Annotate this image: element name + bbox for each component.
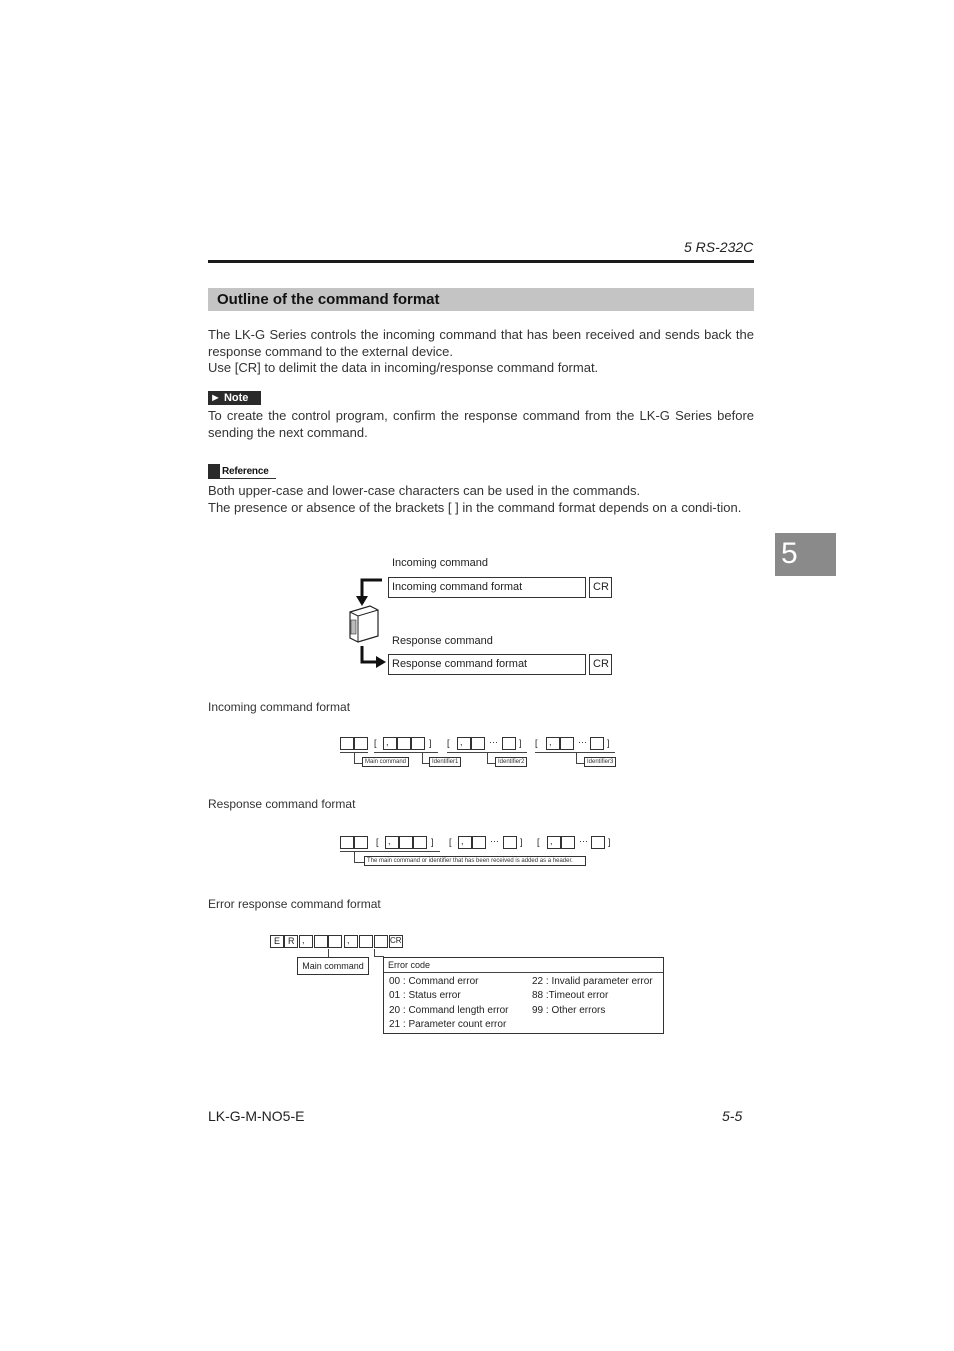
main-command-label: Main command: [297, 957, 369, 975]
error-code-char-box: [374, 935, 388, 948]
incoming-arrow-line: [362, 580, 382, 598]
error-code-99: 99 : Other errors: [532, 1005, 606, 1016]
main-command-char-box: [314, 935, 328, 948]
separator-box: ,: [457, 737, 471, 750]
separator-box: ,: [299, 935, 313, 948]
bracket-close: ]: [607, 738, 610, 748]
note-tag: [208, 391, 261, 405]
label-identifier2: Identifier2: [495, 757, 527, 767]
section-header: [208, 288, 754, 311]
chapter-number: 5: [781, 537, 798, 570]
bracket-open: [: [535, 738, 538, 748]
separator-box: ,: [385, 836, 399, 849]
bracket-close: ]: [520, 837, 523, 847]
separator-box: ,: [458, 836, 472, 849]
intro-line-1: The LK-G Series controls the incoming command that has been received and sends back the response command to the external device.: [208, 327, 754, 359]
response-arrowhead-icon: [376, 656, 386, 668]
triangle-right-icon: ►: [210, 392, 221, 404]
error-cr-box: CR: [389, 935, 403, 948]
identifier-char-box: [590, 737, 604, 750]
intro-line-2: Use [CR] to delimit the data in incoming/response command format.: [208, 360, 599, 375]
leader-line: [354, 763, 362, 764]
flow-arrows-and-controller: [340, 574, 390, 674]
footer-doc-id: LK-G-M-NO5-E: [208, 1108, 305, 1124]
error-format-heading: Error response command format: [208, 897, 381, 911]
response-command-title: Response command: [392, 635, 493, 647]
incoming-cr-box: CR: [589, 577, 612, 598]
leader-line: [576, 763, 584, 764]
response-cr-box: CR: [589, 654, 612, 675]
identifier-char-box: [397, 737, 411, 750]
reference-text: [208, 483, 754, 516]
command-char-box: [340, 737, 354, 750]
error-code-88: 88 :Timeout error: [532, 990, 609, 1001]
incoming-format-box: Incoming command format: [388, 577, 586, 598]
header-rule: [208, 260, 754, 263]
bracket-close: ]: [608, 837, 611, 847]
reference-tag: [208, 464, 276, 479]
table-divider: [384, 972, 663, 973]
bracket-open: [: [447, 738, 450, 748]
reference-underline: [220, 478, 276, 479]
main-command-char-box: [328, 935, 342, 948]
identifier-char-box: [591, 836, 605, 849]
response-format-diagram: [340, 836, 630, 870]
section-title: Outline of the command format: [217, 291, 440, 308]
incoming-command-title: Incoming command: [392, 557, 488, 569]
bracket-close: ]: [431, 837, 434, 847]
bracket-open: [: [449, 837, 452, 847]
command-char-box: [340, 836, 354, 849]
bracket-open: [: [537, 837, 540, 847]
error-code-22: 22 : Invalid parameter error: [532, 976, 653, 987]
identifier-char-box: [472, 836, 486, 849]
intro-paragraph: [208, 327, 754, 377]
footer-page-number: 5-5: [722, 1108, 743, 1124]
underline: [535, 752, 615, 753]
bracket-open: [: [374, 738, 377, 748]
leader-line: [422, 763, 429, 764]
bracket-close: ]: [519, 738, 522, 748]
leader-line: [487, 763, 495, 764]
error-code-00: 00 : Command error: [389, 976, 479, 987]
reference-line-1: Both upper-case and lower-case characters can be used in the commands.: [208, 483, 641, 498]
ellipsis: ···: [489, 737, 498, 747]
incoming-format-heading: Incoming command format: [208, 700, 351, 714]
bracket-close: ]: [429, 738, 432, 748]
ellipsis: ···: [579, 836, 588, 846]
identifier-char-box: [413, 836, 427, 849]
command-char-box: [354, 737, 368, 750]
ellipsis: ···: [578, 737, 587, 747]
response-arrow-line: [362, 646, 378, 662]
identifier-char-box: [399, 836, 413, 849]
underline: [340, 851, 440, 852]
separator-box: ,: [546, 737, 560, 750]
error-code-20: 20 : Command length error: [389, 1005, 509, 1016]
label-main-command: Main command: [362, 757, 409, 767]
error-code-table: [383, 957, 664, 1034]
response-format-box: Response command format: [388, 654, 586, 675]
controller-device-icon: [350, 606, 378, 642]
command-char-box: [354, 836, 368, 849]
incoming-format-diagram: [340, 737, 630, 771]
underline: [374, 752, 438, 753]
identifier-char-box: [502, 737, 516, 750]
identifier-char-box: [561, 836, 575, 849]
label-identifier3: Identifier3: [584, 757, 616, 767]
identifier-char-box: [503, 836, 517, 849]
leader-line: [354, 862, 364, 863]
chapter-tab: [775, 533, 836, 576]
error-prefix-e-box: E: [270, 935, 284, 948]
identifier-char-box: [471, 737, 485, 750]
reference-line-2: The presence or absence of the brackets [ ] in the command format depends on a condi-tion.: [208, 499, 742, 515]
leader-line: [328, 949, 329, 957]
header-caption: The main command or identifier that has been received is added as a header.: [364, 856, 586, 866]
label-identifier1: Identifier1: [429, 757, 461, 767]
note-label: Note: [223, 392, 249, 404]
note-text: To create the control program, confirm the response command from the LK-G Series before sending the next command.: [208, 408, 754, 440]
bracket-open: [: [376, 837, 379, 847]
separator-box: ,: [383, 737, 397, 750]
identifier-char-box: [411, 737, 425, 750]
error-code-char-box: [359, 935, 373, 948]
error-code-21: 21 : Parameter count error: [389, 1019, 507, 1030]
reference-bar: [208, 464, 220, 479]
reference-label: Reference: [222, 466, 269, 477]
response-format-heading: Response command format: [208, 797, 356, 811]
error-prefix-r-box: R: [284, 935, 298, 948]
running-head: 5 RS-232C: [684, 239, 754, 255]
separator-box: ,: [344, 935, 358, 948]
incoming-arrowhead-icon: [356, 596, 368, 606]
identifier-char-box: [560, 737, 574, 750]
error-code-title: Error code: [388, 960, 431, 970]
ellipsis: ···: [490, 836, 499, 846]
separator-box: ,: [547, 836, 561, 849]
error-code-01: 01 : Status error: [389, 990, 461, 1001]
error-format-diagram: [270, 935, 670, 1040]
